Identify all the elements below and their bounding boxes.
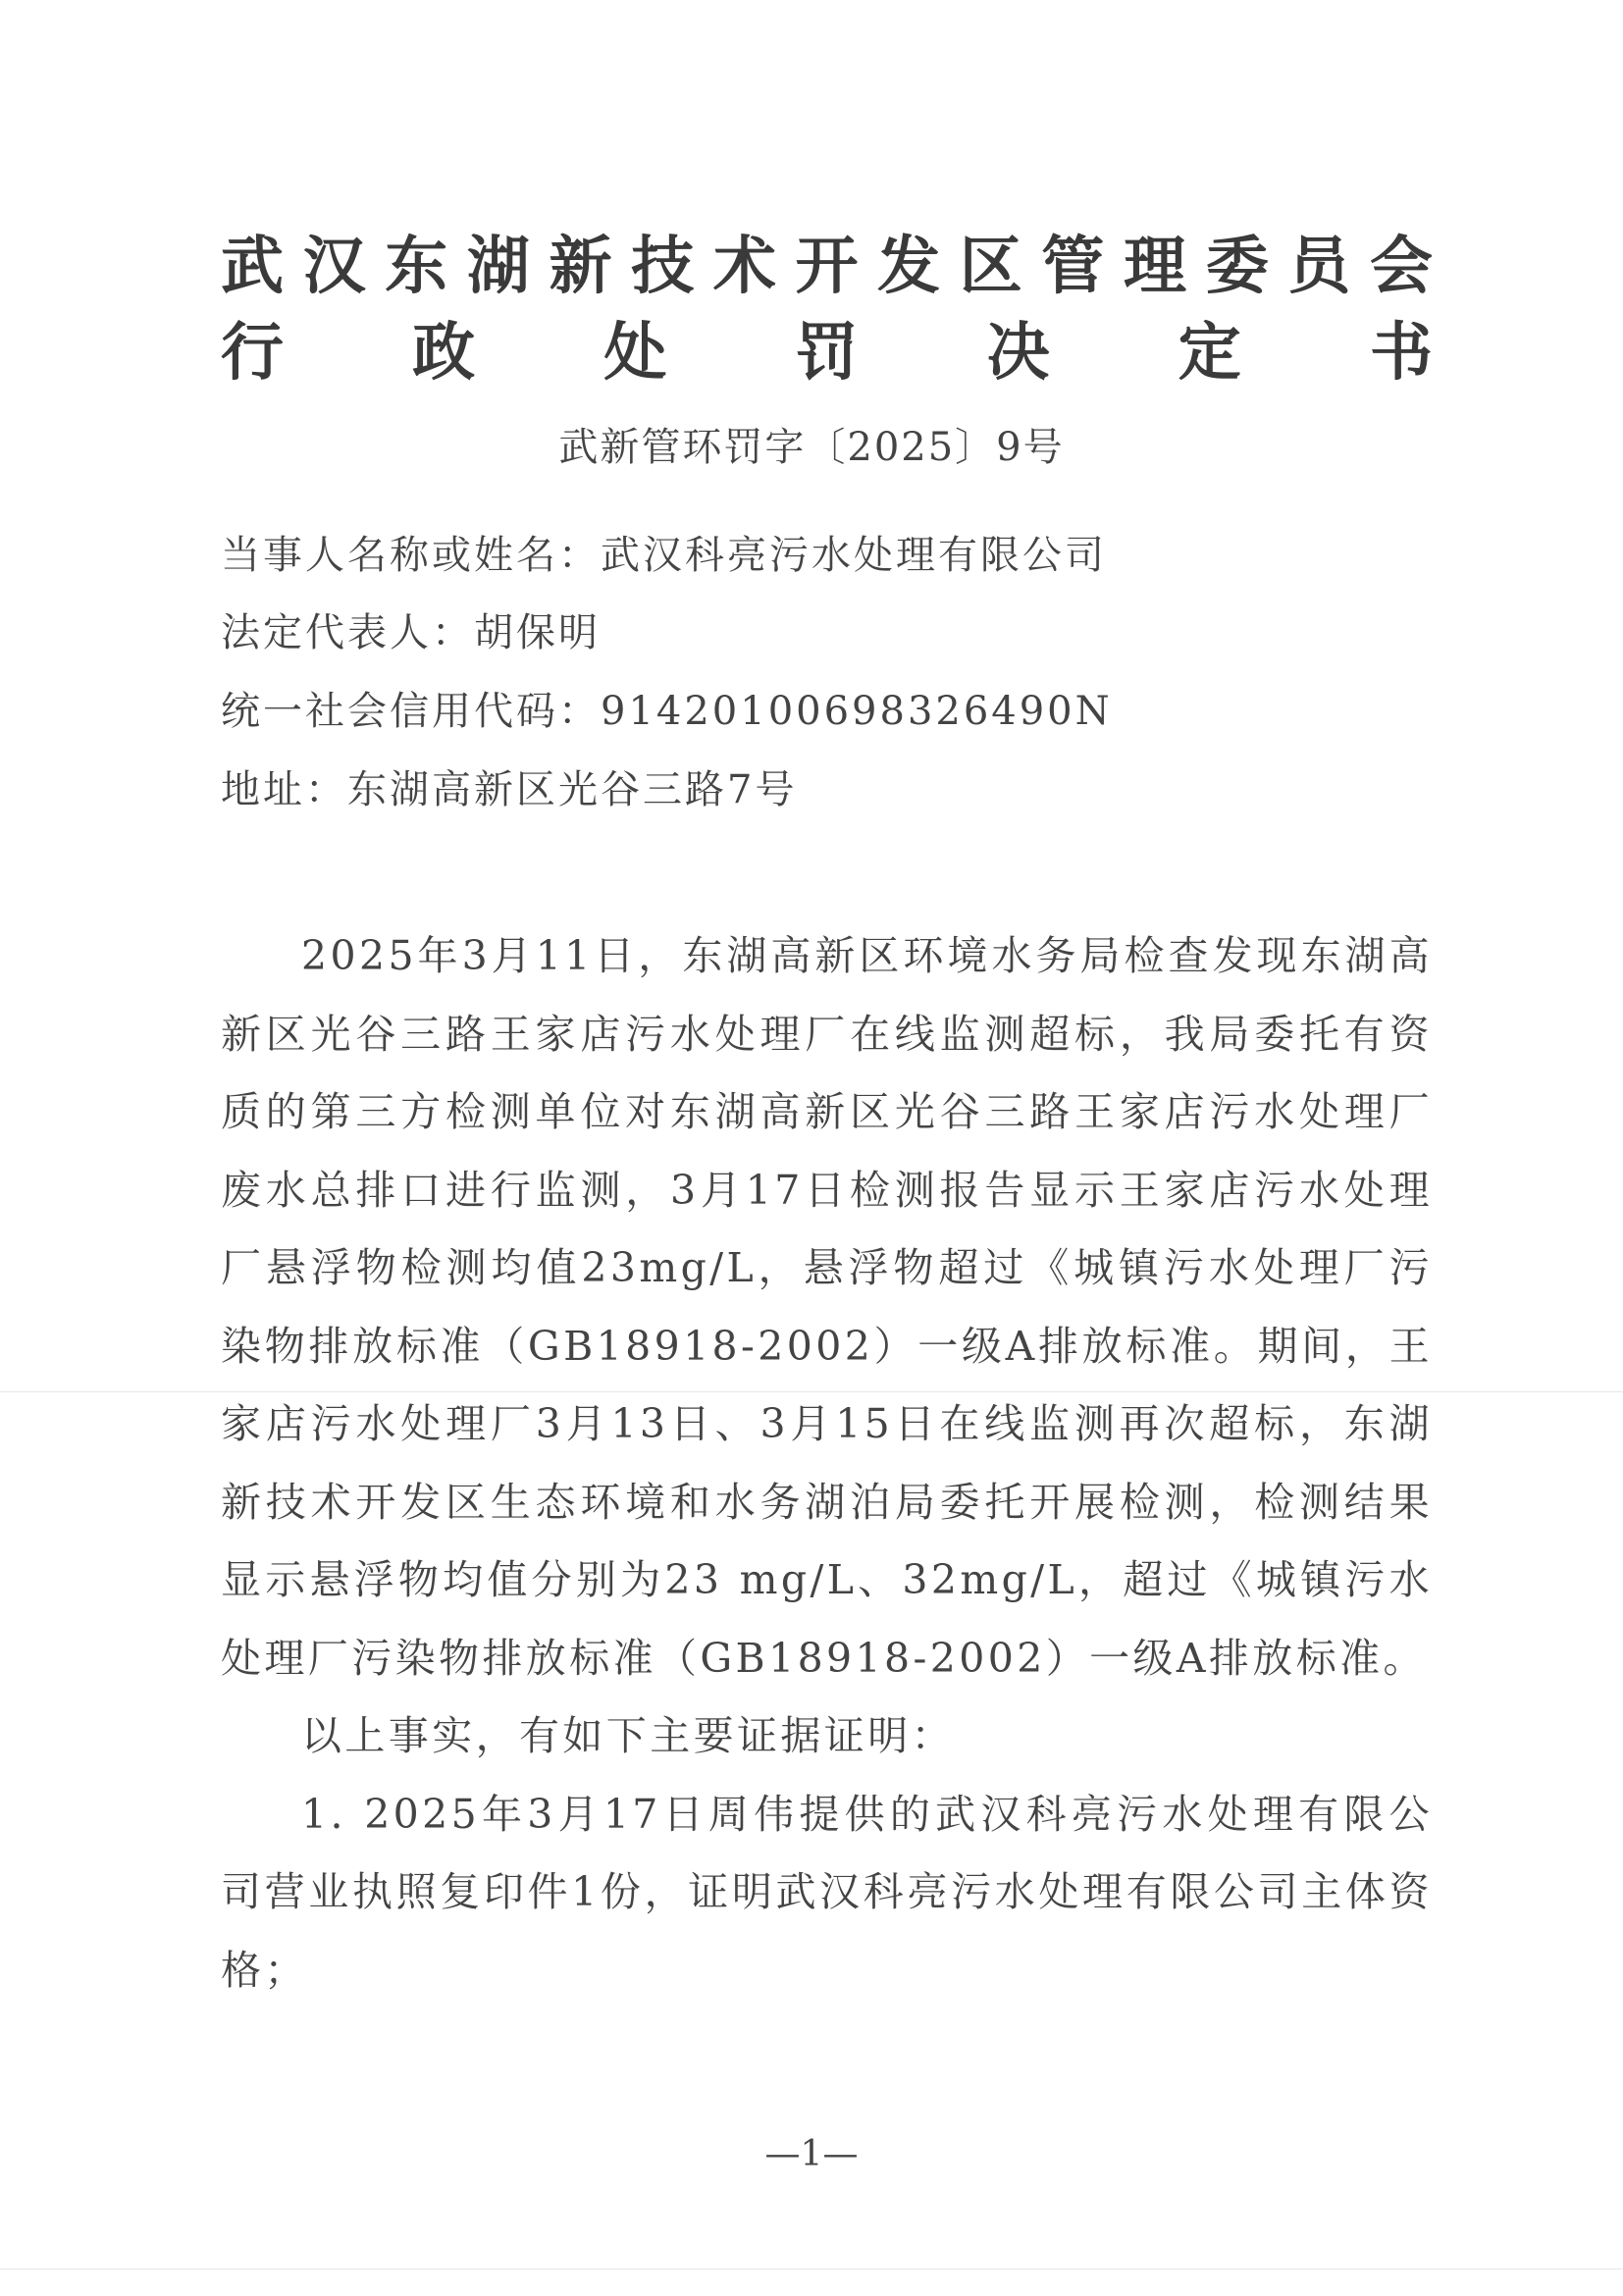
title-char: 处 (603, 316, 667, 390)
document-body (221, 917, 1433, 2009)
title-char: 管 (1041, 230, 1105, 303)
title-char: 会 (1369, 230, 1433, 303)
title-char: 定 (1178, 316, 1241, 390)
title-char: 书 (1369, 316, 1433, 390)
body-paragraph-evidence-intro: 以上事实，有如下主要证据证明： (301, 1712, 955, 1759)
document-title-line-1 (221, 228, 1433, 306)
document-title-line-2 (221, 314, 1433, 392)
title-char: 发 (877, 230, 941, 303)
title-char: 武 (221, 230, 284, 303)
title-char: 区 (959, 230, 1022, 303)
credit-code: 统一社会信用代码：91420100698326490N (221, 689, 1113, 734)
title-char: 技 (631, 230, 695, 303)
title-char: 罚 (795, 316, 859, 390)
title-char: 员 (1287, 230, 1351, 303)
title-char: 行 (221, 316, 284, 390)
address: 地址：东湖高新区光谷三路7号 (221, 767, 798, 812)
title-char: 术 (712, 230, 776, 303)
title-char: 开 (795, 230, 859, 303)
title-char: 政 (412, 316, 476, 390)
body-paragraph-facts: 2025年3月11日，东湖高新区环境水务局检查发现东湖高新区光谷三路王家店污水处理厂在线监测超标，我局委托有资质的第三方检测单位对东湖高新区光谷三路王家店污水处理厂废水总排口进行监测，3月17日检测报告显示王家店污水处理厂悬浮物检测均值23mg/L，悬浮物超过《城镇污水处理厂污染物排放标准（GB18918-2002）一级A排放标准。期间，王家店污水处理厂3月13日、3月15日在线监测再次超标，东湖新技术开发区生态环境和水务湖泊局委托开展检测，检测结果显示悬浮物均值分别为23 mg/L、32mg/L，超过《城镇污水处理厂污染物排放标准（GB18918-2002）一级A排放标准。 (221, 932, 1433, 1682)
title-char: 新 (549, 230, 612, 303)
party-name: 当事人名称或姓名：武汉科亮污水处理有限公司 (221, 533, 1107, 578)
title-char: 理 (1124, 230, 1187, 303)
body-paragraph-evidence-1: 1. 2025年3月17日周伟提供的武汉科亮污水处理有限公司营业执照复印件1份，证明武汉科亮污水处理有限公司主体资格； (221, 1790, 1433, 1994)
document-number: 武新管环罚字〔2025〕9号 (558, 425, 1065, 470)
scan-artifact-line (0, 2269, 1623, 2270)
title-char: 决 (986, 316, 1050, 390)
page-number: —1— (764, 2134, 859, 2174)
title-char: 东 (385, 230, 448, 303)
title-char: 委 (1205, 230, 1269, 303)
title-char: 湖 (466, 230, 530, 303)
legal-representative: 法定代表人：胡保明 (221, 610, 601, 655)
title-char: 汉 (302, 230, 366, 303)
